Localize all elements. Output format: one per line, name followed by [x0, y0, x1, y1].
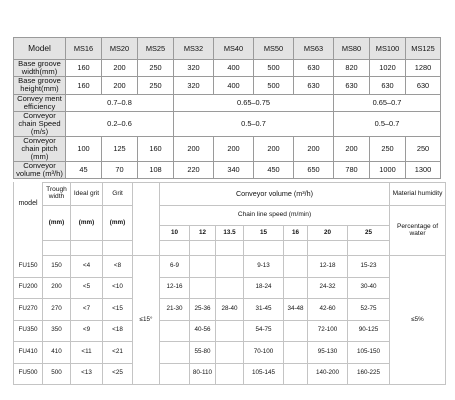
spec-cell: 1020: [370, 60, 406, 77]
humidity-cell: ≤5%: [390, 256, 446, 385]
humidity-header: Material humidity: [390, 183, 446, 206]
speed-blank: [216, 241, 244, 256]
model-cell: FU150: [14, 256, 43, 278]
header-ms20: MS20: [102, 38, 138, 60]
trough-cell: 350: [43, 320, 71, 342]
table-row: [14, 320, 446, 342]
spec-cell: 200: [334, 136, 370, 161]
volume-cell: 21-30: [160, 299, 190, 321]
grit-blank: [71, 241, 103, 256]
spec-cell-group: 0.7–0.8: [66, 94, 174, 111]
volume-cell: 12-18: [308, 256, 348, 278]
spec-cell: 100: [66, 136, 102, 161]
volume-cell: [190, 256, 216, 278]
volume-cell: 6-9: [160, 256, 190, 278]
spec-cell: 320: [174, 60, 214, 77]
spec-cell: 820: [334, 60, 370, 77]
volume-cell: [216, 342, 244, 364]
trough-blank: [43, 241, 71, 256]
table-row: [14, 277, 446, 299]
volume-cell: 55-80: [190, 342, 216, 364]
spec-cell: 70: [102, 161, 138, 178]
spec-cell: 250: [406, 136, 441, 161]
trough-unit: (mm): [43, 206, 71, 241]
spec-row-height: [14, 77, 441, 94]
spec-cell: 450: [254, 161, 294, 178]
spec-cell: 630: [294, 77, 334, 94]
volume-cell: 34-48: [284, 299, 308, 321]
spec-cell: 650: [294, 161, 334, 178]
spec-cell: 200: [254, 136, 294, 161]
spec-cell-group: 0.2–0.6: [66, 111, 174, 136]
volume-cell: 24-32: [308, 277, 348, 299]
speed-16: 16: [284, 226, 308, 241]
trough-header: Trough width: [43, 183, 71, 206]
ideal-grit-cell: <7: [71, 299, 103, 321]
spec-cell: 1300: [406, 161, 441, 178]
row-label: Convey ment efficiency: [14, 94, 66, 111]
spec-row-efficiency: [14, 94, 441, 111]
trough-cell: 150: [43, 256, 71, 278]
volume-cell: [284, 256, 308, 278]
spec-cell: 250: [138, 77, 174, 94]
speed-15: 15: [244, 226, 284, 241]
chain-speed-header: Chain line speed (m/min): [160, 206, 390, 226]
volume-cell: [160, 320, 190, 342]
model-header: model: [14, 183, 43, 226]
spec-cell: 340: [214, 161, 254, 178]
model-cell: FU500: [14, 363, 43, 385]
volume-cell: [284, 320, 308, 342]
volume-header-row-1: [14, 183, 446, 206]
spec-cell: 320: [174, 77, 214, 94]
trough-cell: 200: [43, 277, 71, 299]
model-cell: FU410: [14, 342, 43, 364]
volume-cell: 140-200: [308, 363, 348, 385]
row-label: Conveyor volume (m³/h): [14, 161, 66, 178]
spec-cell: 250: [138, 60, 174, 77]
spec-cell: 200: [214, 136, 254, 161]
spec-row-width: [14, 60, 441, 77]
spec-cell: 630: [406, 77, 441, 94]
table-row: [14, 342, 446, 364]
header-ms40: MS40: [214, 38, 254, 60]
grit-cell: <15: [103, 299, 133, 321]
water-header: Percentage of water: [390, 206, 446, 256]
table-row: [14, 256, 446, 278]
ideal-grit-cell: <9: [71, 320, 103, 342]
header-ms80: MS80: [334, 38, 370, 60]
volume-cell: 160-225: [348, 363, 390, 385]
speed-10: 10: [160, 226, 190, 241]
volume-cell: 15-23: [348, 256, 390, 278]
ideal-grit-unit: (mm): [71, 206, 103, 241]
conveyor-volume-header: Conveyor volume (m³/h): [160, 183, 390, 206]
header-ms100: MS100: [370, 38, 406, 60]
volume-cell: 105-150: [348, 342, 390, 364]
volume-header-row-2: [14, 206, 446, 226]
header-ms32: MS32: [174, 38, 214, 60]
volume-header-row-4: [14, 241, 446, 256]
spec-cell: 400: [214, 60, 254, 77]
trough-cell: 410: [43, 342, 71, 364]
angle-blank: [133, 183, 160, 256]
spec-cell: 630: [294, 60, 334, 77]
spec-cell: 108: [138, 161, 174, 178]
grit2-blank: [103, 241, 133, 256]
spec-row-chain-speed: [14, 111, 441, 136]
volume-cell: [284, 363, 308, 385]
ideal-grit-cell: <11: [71, 342, 103, 364]
speed-blank: [244, 241, 284, 256]
volume-cell: 80-110: [190, 363, 216, 385]
volume-cell: 72-100: [308, 320, 348, 342]
model-spec-table: [13, 37, 441, 179]
spec-cell: 780: [334, 161, 370, 178]
volume-cell: 9-13: [244, 256, 284, 278]
spec-cell: 500: [254, 60, 294, 77]
volume-cell: 31-45: [244, 299, 284, 321]
spec-cell-group: 0.65–0.7: [334, 94, 441, 111]
speed-20: 20: [308, 226, 348, 241]
spec-cell: 160: [66, 60, 102, 77]
table-row: [14, 363, 446, 385]
spec-cell: 200: [102, 77, 138, 94]
header-ms25: MS25: [138, 38, 174, 60]
ideal-grit-header: Ideal grit: [71, 183, 103, 206]
row-label: Conveyor chain pitch (mm): [14, 136, 66, 161]
ideal-grit-cell: <4: [71, 256, 103, 278]
spec-cell: 220: [174, 161, 214, 178]
conveyor-volume-table: [13, 182, 446, 385]
volume-cell: 18-24: [244, 277, 284, 299]
volume-cell: 90-125: [348, 320, 390, 342]
spec-cell: 630: [334, 77, 370, 94]
volume-cell: 28-40: [216, 299, 244, 321]
ideal-grit-cell: <13: [71, 363, 103, 385]
spec-cell: 1000: [370, 161, 406, 178]
speed-blank: [284, 241, 308, 256]
volume-cell: [216, 277, 244, 299]
spec-row-volume: [14, 161, 441, 178]
volume-cell: 54-75: [244, 320, 284, 342]
row-label: Conveyor chain Speed (m/s): [14, 111, 66, 136]
volume-cell: [284, 342, 308, 364]
model-cell: FU350: [14, 320, 43, 342]
spec-cell-group: 0.65–0.75: [174, 94, 334, 111]
volume-cell: 70-100: [244, 342, 284, 364]
spec-cell: 400: [214, 77, 254, 94]
grit-header: Grit: [103, 183, 133, 206]
table-row: [14, 299, 446, 321]
volume-cell: 40-56: [190, 320, 216, 342]
grit-cell: <18: [103, 320, 133, 342]
volume-cell: [216, 256, 244, 278]
spec-cell: 200: [102, 60, 138, 77]
header-ms125: MS125: [406, 38, 441, 60]
model-cell: FU200: [14, 277, 43, 299]
volume-cell: 95-130: [308, 342, 348, 364]
header-ms16: MS16: [66, 38, 102, 60]
speed-25: 25: [348, 226, 390, 241]
spec-cell: 1280: [406, 60, 441, 77]
volume-cell: [216, 363, 244, 385]
model-cell: FU270: [14, 299, 43, 321]
angle-cell: ≤15°: [133, 256, 160, 385]
spec-cell: 250: [370, 136, 406, 161]
spec-cell: 125: [102, 136, 138, 161]
row-label: Base groove width(mm): [14, 60, 66, 77]
spec-cell: 160: [138, 136, 174, 161]
volume-cell: [160, 363, 190, 385]
volume-cell: 25-36: [190, 299, 216, 321]
speed-blank: [308, 241, 348, 256]
trough-cell: 270: [43, 299, 71, 321]
header-model: Model: [14, 38, 66, 60]
spec-cell: 500: [254, 77, 294, 94]
grit-unit: (mm): [103, 206, 133, 241]
volume-cell: [160, 342, 190, 364]
volume-cell: [216, 320, 244, 342]
header-ms50: MS50: [254, 38, 294, 60]
row-label: Base groove height(mm): [14, 77, 66, 94]
volume-cell: 105-145: [244, 363, 284, 385]
spec-cell: 200: [294, 136, 334, 161]
spec-cell: 630: [370, 77, 406, 94]
spec-cell: 160: [66, 77, 102, 94]
spec-cell-group: 0.5–0.7: [334, 111, 441, 136]
model-blank: [14, 226, 43, 256]
trough-cell: 500: [43, 363, 71, 385]
volume-cell: 30-40: [348, 277, 390, 299]
spec-cell: 45: [66, 161, 102, 178]
speed-12: 12: [190, 226, 216, 241]
spec-cell-group: 0.5–0.7: [174, 111, 334, 136]
grit-cell: <21: [103, 342, 133, 364]
volume-cell: 12-16: [160, 277, 190, 299]
header-ms63: MS63: [294, 38, 334, 60]
volume-cell: [190, 277, 216, 299]
volume-cell: 52-75: [348, 299, 390, 321]
speed-blank: [348, 241, 390, 256]
grit-cell: <25: [103, 363, 133, 385]
grit-cell: <8: [103, 256, 133, 278]
ideal-grit-cell: <5: [71, 277, 103, 299]
spec-cell: 200: [174, 136, 214, 161]
speed-blank: [190, 241, 216, 256]
spec-header-row: [14, 38, 441, 60]
volume-cell: 42-60: [308, 299, 348, 321]
spec-row-chain-pitch: [14, 136, 441, 161]
grit-cell: <10: [103, 277, 133, 299]
speed-blank: [160, 241, 190, 256]
speed-13-5: 13.5: [216, 226, 244, 241]
volume-cell: [284, 277, 308, 299]
